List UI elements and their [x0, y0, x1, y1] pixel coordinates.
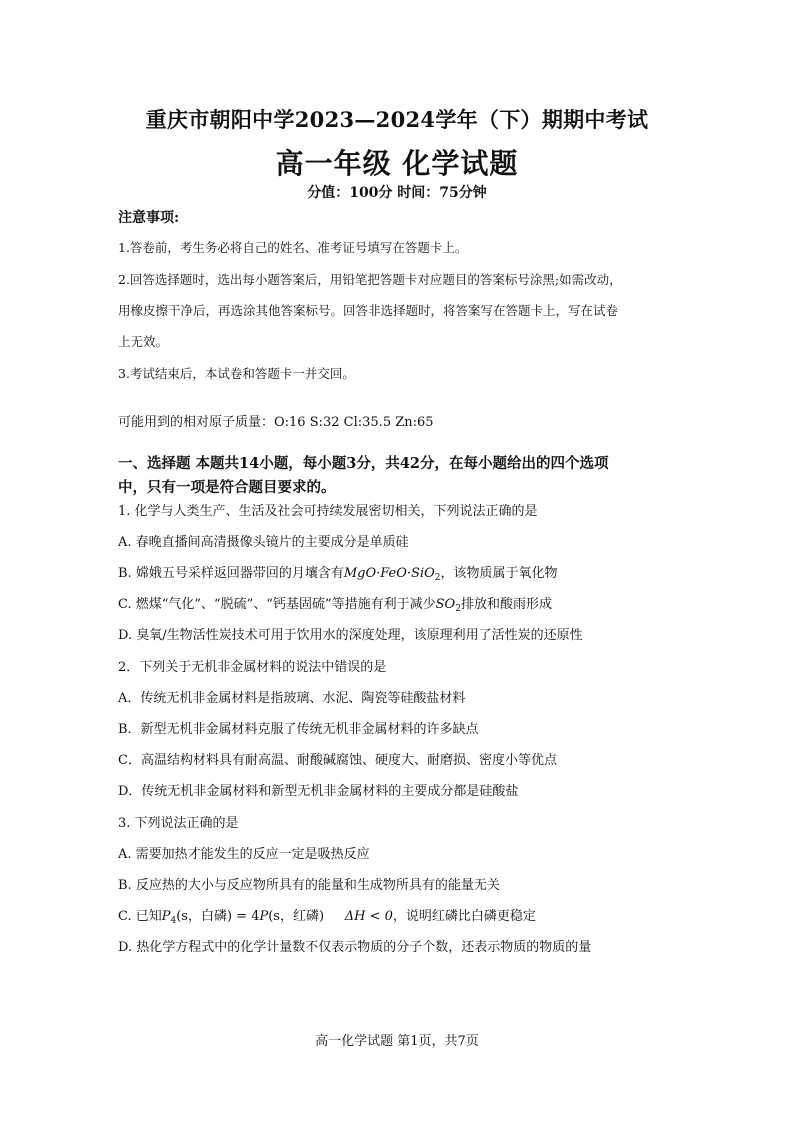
q2-option-a: A．传统无机非金属材料是指玻璃、水泥、陶瓷等硅酸盐材料 [118, 691, 466, 706]
q1-option-d: D. 臭氧/生物活性炭技术可用于饮用水的深度处理，该原理利用了活性炭的还原性 [118, 628, 583, 643]
q1-option-a: A. 春晚直播间高清摄像头镜片的主要成分是单质硅 [118, 535, 409, 550]
notice-item-1: 1.答卷前，考生务必将自己的姓名、准考证号填写在答题卡上。 [118, 240, 468, 255]
q2-option-b: B．新型无机非金属材料克服了传统无机非金属材料的许多缺点 [118, 722, 479, 737]
q1-option-b: B. 嫦娥五号采样返回器带回的月壤含有MgO·FeO·SiO$_2$，该物质属于氧化物 [118, 566, 558, 583]
q3-option-a: A. 需要加热才能发生的反应一定是吸热反应 [118, 847, 370, 862]
q3-delta-h: ΔH < 0 [344, 909, 393, 924]
q1-option-c: C. 燃煤“气化”、“脱硫”、“钙基固硫”等措施有利于减少$SO_2$排放和酸雨形成 [118, 597, 552, 614]
atomic-masses: 可能用到的相对原子质量：O:16 S:32 Cl:35.5 Zn:65 [118, 415, 434, 430]
notice-heading: 注意事项: [118, 210, 180, 226]
notice-item-2-line3: 上无效。 [118, 334, 169, 349]
q2-option-d: D．传统无机非金属材料和新型无机非金属材料的主要成分都是硅酸盐 [118, 784, 519, 799]
notice-item-2-line1: 2.回答选择题时，选出每小题答案后，用铅笔把答题卡对应题目的答案标号涂黑;如需改动， [118, 272, 622, 287]
q3-stem: 3. 下列说法正确的是 [118, 816, 239, 831]
exam-title: 重庆市朝阳中学2023—2024学年（下）期期中考试 [145, 107, 649, 132]
score-time: 分值：100分 时间：75分钟 [307, 185, 487, 201]
q1-stem: 1. 化学与人类生产、生活及社会可持续发展密切相关，下列说法正确的是 [118, 504, 538, 519]
q1-c-formula: SO [435, 597, 456, 612]
q3-option-d: D. 热化学方程式中的化学计量数不仅表示物质的分子个数，还表示物质的物质的量 [118, 940, 592, 955]
q1-b-formula: MgO·FeO·SiO [343, 566, 435, 581]
page-footer: 高一化学试题 第1页，共7页 [315, 1034, 479, 1049]
notice-item-2-line2: 用橡皮擦干净后，再选涂其他答案标号。回答非选择题时，将答案写在答题卡上，写在试卷 [118, 303, 619, 318]
section1-heading-line1: 一、选择题 本题共14小题，每小题3分，共42分，在每小题给出的四个选项 [118, 455, 609, 472]
q3-option-b: B. 反应热的大小与反应物所具有的能量和生成物所具有的能量无关 [118, 878, 500, 893]
notice-item-3: 3.考试结束后，本试卷和答题卡一并交回。 [118, 366, 355, 381]
exam-subtitle: 高一年级 化学试题 [275, 147, 519, 180]
section1-heading-line2: 中，只有一项是符合题目要求的。 [118, 479, 336, 496]
q2-option-c: C．高温结构材料具有耐高温、耐酸碱腐蚀、硬度大、耐磨损、密度小等优点 [118, 753, 557, 768]
q3-option-c: C. 已知$P_4(s$，白磷) = 4P(s，红磷) ΔH < 0，说明红磷比白磷更稳定 [118, 909, 536, 926]
q2-stem: 2．下列关于无机非金属材料的说法中错误的是 [118, 660, 387, 675]
